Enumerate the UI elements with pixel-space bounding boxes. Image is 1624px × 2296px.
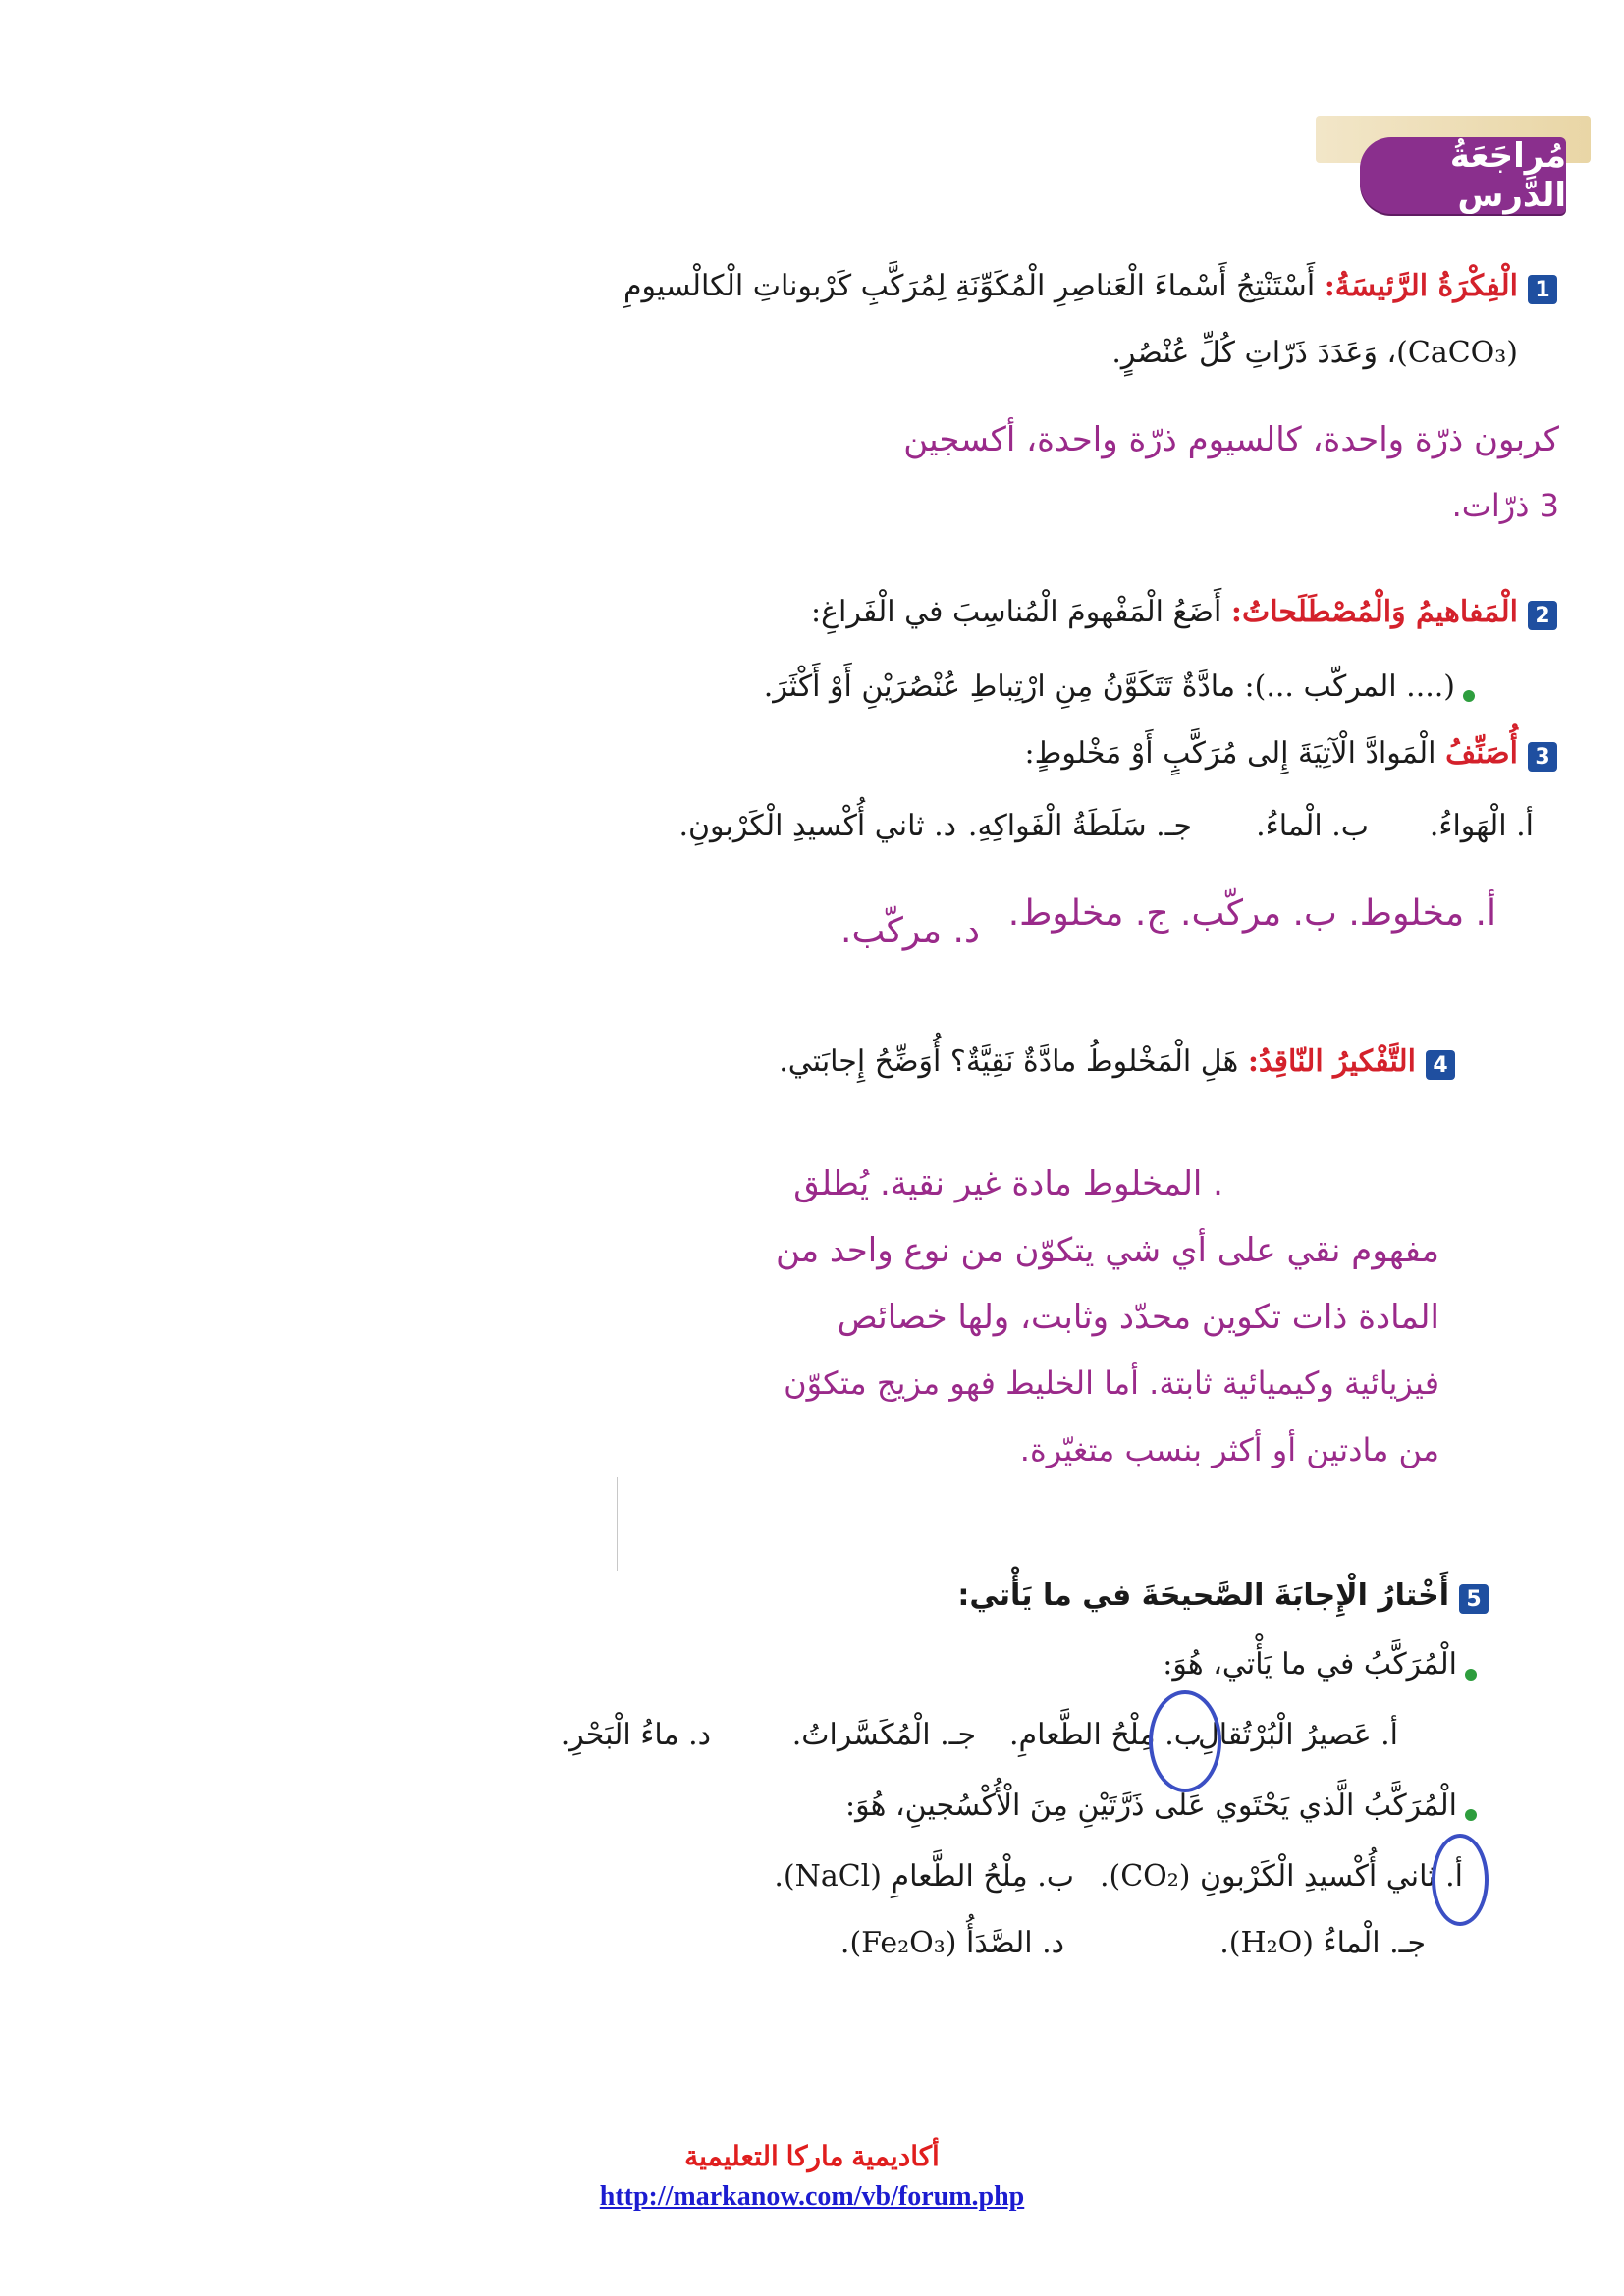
q1-label: الْفِكْرَةُ الرَّئيسَةُ: xyxy=(1324,269,1518,303)
lesson-review-badge: مُراجَعَةُ الدَّرسِ xyxy=(1449,136,1566,215)
q5-item2-text: الْمُرَكَّبُ الَّذي يَحْتَوي عَلى ذَرَّتَيْنِ مِنَ الْأُكْسُجينِ، هُوَ: xyxy=(845,1789,1457,1823)
bullet-dot xyxy=(1465,1669,1477,1681)
question-3-line xyxy=(1025,734,1518,774)
q4-text: هَلِ الْمَخْلوطُ مادَّةٌ نَقِيَّةٌ؟ أُوَضِّحُ إِجابَتي. xyxy=(779,1044,1239,1079)
q5-item2-option-c: جـ. الْماءُ (H₂O). xyxy=(1219,1926,1426,1960)
q2-text: أَضَعُ الْمَفْهومَ الْمُناسِبَ في الْفَراغِ: xyxy=(811,595,1222,629)
q5-item2-option-b: ب. مِلْحُ الطَّعامِ (NaCl). xyxy=(774,1859,1074,1894)
q4-answer-3: المادة ذات تكوين محدّد وثابت، ولها خصائص xyxy=(837,1298,1439,1337)
q3-option-a: أ. الْهَواءُ. xyxy=(1429,809,1534,843)
q5-label: أَخْتارُ الْإِجابَةَ الصَّحيحَةَ في ما يَأْتي: xyxy=(957,1578,1449,1613)
q5-item1-option-d: د. ماءُ الْبَحْرِ. xyxy=(560,1718,711,1752)
question-number-4: 4 xyxy=(1426,1050,1455,1080)
question-number-5: 5 xyxy=(1459,1584,1489,1614)
q4-answer-4: فيزيائية وكيميائية ثابتة. أما الخليط فهو مزيج متكوّن xyxy=(784,1364,1439,1402)
q5-item2-option-a: أ. ثاني أُكْسيدِ الْكَرْبونِ (CO₂). xyxy=(1099,1859,1463,1894)
q2-label: الْمَفاهيمُ وَالْمُصْطَلَحاتُ: xyxy=(1230,595,1518,629)
q4-answer-1: . المخلوط مادة غير نقية. يُطلق xyxy=(793,1164,1223,1203)
q5-item1-option-b: ب. مِلْحُ الطَّعامِ. xyxy=(1008,1718,1202,1752)
q3-text: الْمَوادَّ الْآتِيَةَ إِلى مُرَكَّبٍ أَوْ مَخْلوطٍ: xyxy=(1024,736,1436,771)
q3-label: أُصَنِّفُ xyxy=(1445,736,1518,771)
question-2-line xyxy=(811,593,1518,632)
q5-item1-text: الْمُرَكَّبُ في ما يَأْتي، هُوَ: xyxy=(1163,1647,1457,1682)
question-number-3: 3 xyxy=(1528,742,1557,772)
answer-circle-b xyxy=(1149,1690,1221,1792)
bullet-dot xyxy=(1463,690,1475,702)
academy-name: أكاديمية ماركا التعليمية xyxy=(684,2141,940,2171)
q1-text-2: (CaCO₃)، وَعَدَدَ ذَرّاتِ كُلِّ عُنْصُرٍ. xyxy=(1111,336,1518,370)
q4-answer-5: من مادتين أو أكثر بنسب متغيّرة. xyxy=(1019,1431,1439,1468)
q5-item1-option-c: جـ. الْمُكَسَّراتُ. xyxy=(791,1718,976,1752)
q3-option-d: د. ثاني أُكْسيدِ الْكَرْبونِ. xyxy=(678,809,956,843)
q5-item2-option-d: د. الصَّدَأُ (Fe₂O₃). xyxy=(839,1926,1064,1960)
q3-option-c: جـ. سَلَطَةُ الْفَواكِهِ. xyxy=(967,809,1192,843)
question-number-1: 1 xyxy=(1528,275,1557,304)
q1-answer-2: 3 ذرّات. xyxy=(1451,487,1559,524)
q3-answer-2: د. مركّب. xyxy=(840,911,980,951)
bullet-dot xyxy=(1465,1809,1477,1821)
q4-answer-2: مفهوم نقي على أي شي يتكوّن من نوع واحد من xyxy=(776,1231,1439,1270)
forum-link[interactable]: http://markanow.com/vb/forum.php xyxy=(599,2181,1025,2212)
question-number-2: 2 xyxy=(1528,601,1557,630)
question-1-line-1 xyxy=(623,267,1518,306)
q3-answer-1: أ. مخلوط. ب. مركّب. ج. مخلوط. xyxy=(1007,893,1496,934)
q4-label: التَّفْكيرُ النّاقِدُ: xyxy=(1247,1044,1416,1079)
question-4-line xyxy=(779,1042,1416,1082)
divider-line xyxy=(617,1477,618,1571)
q5-item1-option-a: أ. عَصيرُ الْبُرْتُقالِ. xyxy=(1188,1718,1398,1752)
q3-option-b: ب. الْماءُ. xyxy=(1256,809,1369,843)
answer-circle-a xyxy=(1432,1834,1489,1926)
q1-answer-1: كربون ذرّة واحدة، كالسيوم ذرّة واحدة، أكسجين xyxy=(903,420,1559,459)
q2-bullet-text: (.... المركّب ...): مادَّةٌ تَتَكَوَّنُ مِنِ ارْتِباطِ عُنْصُرَيْنِ أَوْ أَكْثَرَ. xyxy=(763,669,1455,704)
q1-text-1: أَسْتَنْتِجُ أَسْماءَ الْعَناصِرِ الْمُكَوِّنَةِ لِمُرَكَّبِ كَرْبوناتِ الْكالْسيومِ xyxy=(623,269,1316,303)
